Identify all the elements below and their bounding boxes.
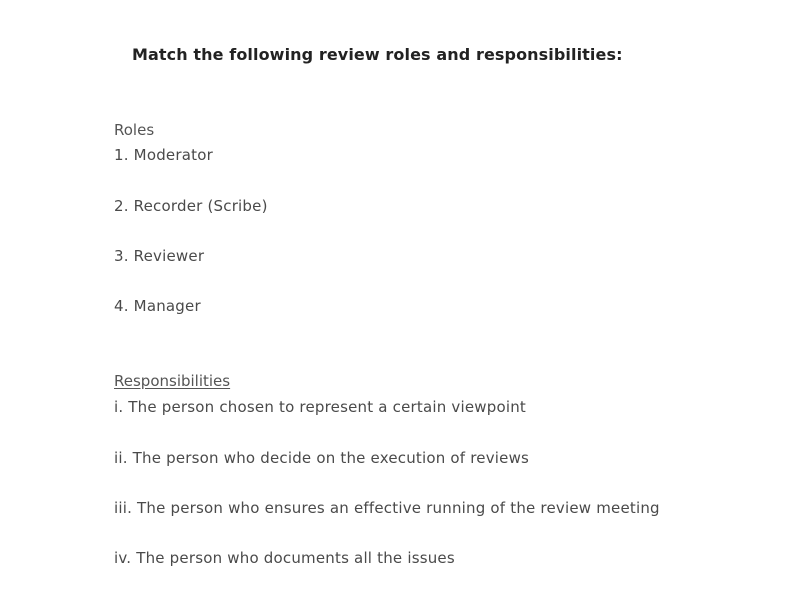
role-item-recorder: 2. Recorder (Scribe) — [114, 197, 268, 215]
roles-heading: Roles — [114, 121, 155, 139]
responsibility-item-ii: ii. The person who decide on the execution of reviews — [114, 449, 530, 467]
responsibility-item-i: i. The person chosen to represent a certain viewpoint — [114, 398, 526, 416]
role-item-moderator: 1. Moderator — [114, 146, 213, 164]
responsibilities-heading: Responsibilities — [114, 372, 231, 390]
responsibility-item-iv: iv. The person who documents all the issues — [114, 549, 455, 567]
role-item-manager: 4. Manager — [114, 297, 201, 315]
responsibility-item-iii: iii. The person who ensures an effective running of the review meeting — [114, 499, 660, 517]
question-title: Match the following review roles and responsibilities: — [132, 45, 623, 64]
role-item-reviewer: 3. Reviewer — [114, 247, 205, 265]
